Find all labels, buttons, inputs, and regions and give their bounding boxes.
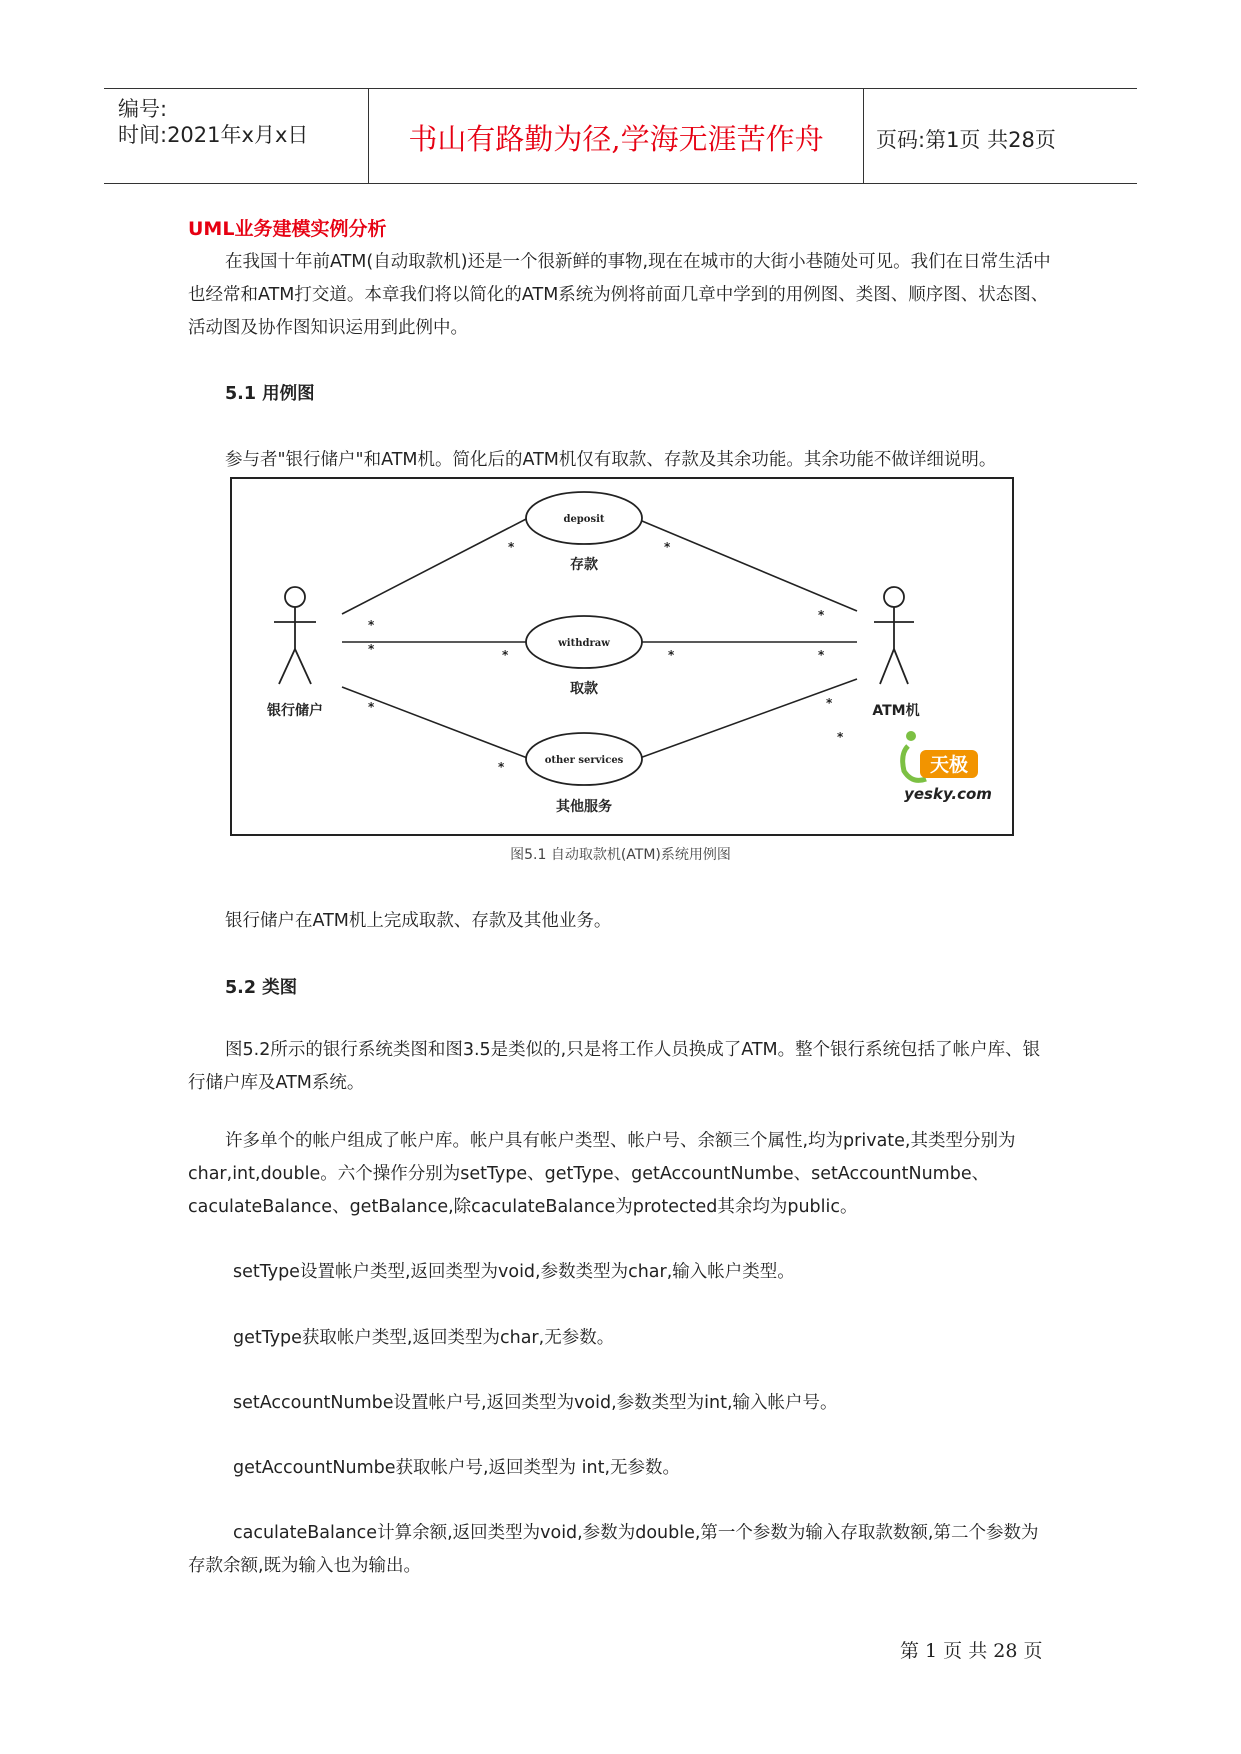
header-motto: 书山有路勤为径,学海无涯苦作舟 (408, 122, 824, 156)
header-time: 时间:2021年x月x日 (118, 123, 309, 147)
header-right-cell (864, 89, 1137, 183)
multiplicity-4: * (368, 642, 375, 656)
figure-caption: 图5.1 自动取款机(ATM)系统用例图 (510, 847, 731, 863)
class-paragraph-1: 图5.2所示的银行系统类图和图3.5是类似的,只是将工作人员换成了ATM。整个银行系统包括了帐户库、银行储户库及ATM系统。 (188, 1040, 1041, 1093)
usecase-other-label: 其他服务 (556, 799, 612, 815)
multiplicity-1: * (508, 540, 515, 554)
page-footer: 第 1 页 共 28 页 (900, 1640, 1043, 1662)
section-heading-use-case: 5.1 用例图 (225, 384, 315, 404)
class-paragraph-2: 许多单个的帐户组成了帐户库。帐户具有帐户类型、帐户号、余额三个属性,均为private,其类型分别为char,int,double。六个操作分别为setType、getType、getAccountNumbe、setAccountNumbe、caculateBalance、getBalance,除caculateBalance为protected其余均为public。 (188, 1131, 1016, 1217)
actor-right-figure (874, 587, 914, 684)
multiplicity-11: * (826, 696, 833, 710)
header-page-number: 页码:第1页 共28页 (876, 128, 1056, 152)
usecase-withdraw-name: withdraw (558, 638, 610, 649)
use-case-diagram (230, 477, 1014, 836)
multiplicity-7: * (818, 608, 825, 622)
usecase-withdraw-label: 取款 (570, 681, 598, 697)
actor-left-label: 银行储户 (267, 703, 323, 719)
multiplicity-3: * (368, 618, 375, 632)
method-getaccountnumbe: getAccountNumbe获取帐户号,返回类型为 int,无参数。 (233, 1458, 681, 1478)
section1-text: 参与者"银行储户"和ATM机。简化后的ATM机仅有取款、存款及其余功能。其余功能不做详细说明。 (225, 450, 997, 470)
yesky-logo-url: yesky.com (904, 785, 992, 803)
header-left-cell (104, 89, 369, 183)
document-header (104, 88, 1137, 184)
method-settype: setType设置帐户类型,返回类型为void,参数类型为char,输入帐户类型。 (233, 1262, 795, 1282)
use-case-diagram-svg (232, 479, 1012, 834)
actor-left-figure (274, 587, 316, 684)
multiplicity-9: * (368, 700, 375, 714)
method-setaccountnumbe: setAccountNumbe设置帐户号,返回类型为void,参数类型为int,输入帐户号。 (233, 1393, 838, 1413)
intro-paragraph: 在我国十年前ATM(自动取款机)还是一个很新鲜的事物,现在在城市的大街小巷随处可见。我们在日常生活中也经常和ATM打交道。本章我们将以简化的ATM系统为例将前面几章中学到的用例图、类图、顺序图、状态图、活动图及协作图知识运用到此例中。 (188, 252, 1051, 338)
multiplicity-2: * (664, 540, 671, 554)
usecase-other-name: other services (544, 755, 624, 766)
multiplicity-8: * (818, 648, 825, 662)
multiplicity-10: * (498, 760, 505, 774)
header-middle-cell (369, 89, 864, 183)
section-heading-class-diagram: 5.2 类图 (225, 978, 298, 998)
after-figure-text: 银行储户在ATM机上完成取款、存款及其他业务。 (225, 911, 612, 931)
method-gettype: getType获取帐户类型,返回类型为char,无参数。 (233, 1328, 615, 1348)
usecase-deposit-label: 存款 (570, 557, 598, 573)
header-number: 编号: (118, 97, 168, 121)
multiplicity-12: * (837, 730, 844, 744)
yesky-logo-text: 天极 (929, 754, 969, 776)
document-title: UML业务建模实例分析 (188, 218, 387, 240)
usecase-deposit-name: deposit (563, 514, 605, 525)
multiplicity-6: * (668, 648, 675, 662)
yesky-logo (903, 731, 992, 803)
method-caculatebalance: caculateBalance计算余额,返回类型为void,参数为double,第一个参数为输入存取款数额,第二个参数为存款余额,既为输入也为输出。 (188, 1523, 1039, 1576)
multiplicity-5: * (502, 648, 509, 662)
actor-right-label: ATM机 (872, 703, 920, 719)
